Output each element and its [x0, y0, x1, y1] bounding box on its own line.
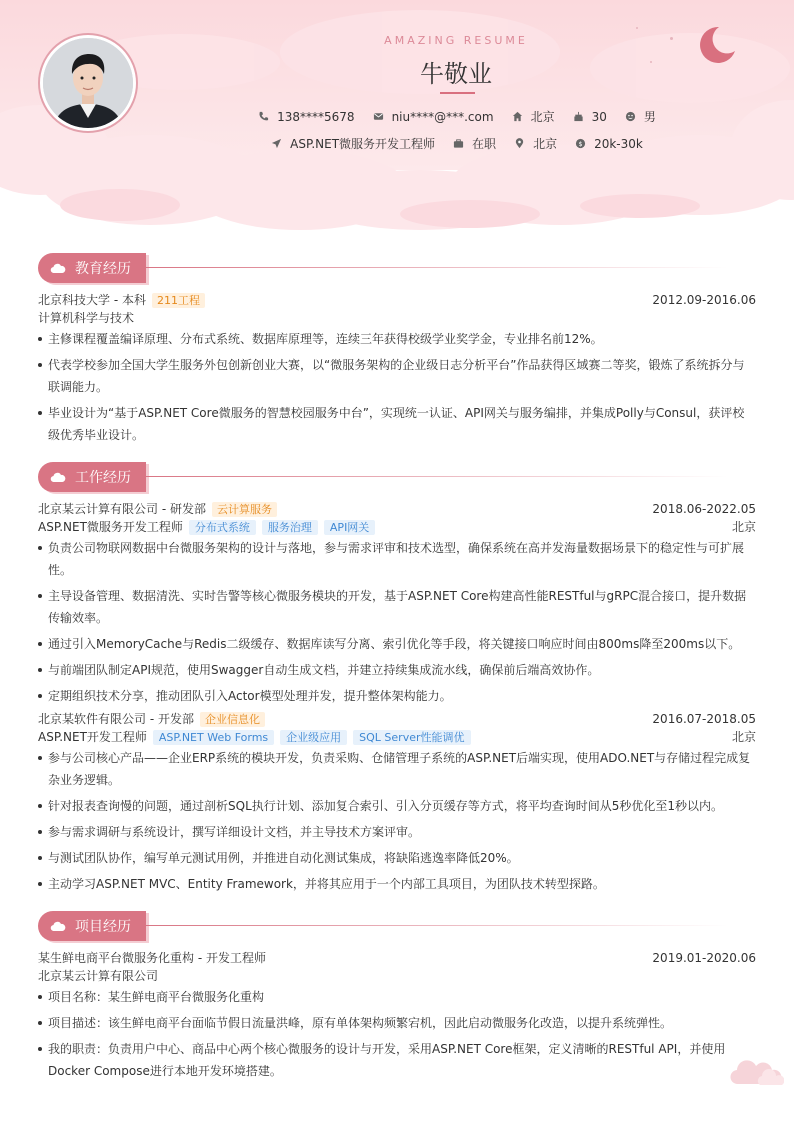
- skill-tag: 企业级应用: [280, 730, 347, 745]
- skill-tag: 服务治理: [262, 520, 318, 535]
- candidate-name: 牛敬业: [420, 60, 492, 88]
- section-divider: [146, 925, 728, 926]
- gender-text: 男: [643, 110, 656, 124]
- projects-tab: [38, 911, 146, 941]
- star-icon: [636, 27, 638, 29]
- salary-text: 20k-30k: [594, 136, 643, 151]
- project-company: 北京某云计算有限公司: [38, 969, 159, 983]
- section-divider: [146, 267, 728, 268]
- home-city-text: 北京: [530, 110, 555, 124]
- cloud-icon: [50, 263, 66, 273]
- project-name-role: 某生鲜电商平台微服务化重构 - 开发工程师: [38, 951, 266, 965]
- job-role: ASP.NET开发工程师: [38, 730, 147, 744]
- industry-tag: 云计算服务: [212, 502, 277, 517]
- home-city-item: [512, 108, 555, 125]
- phone-icon: [258, 111, 269, 122]
- contact-info-row: [0, 108, 794, 125]
- gender-item: [625, 108, 656, 125]
- list-item: 定期组织技术分享，推动团队引入Actor模型处理并发，提升整体架构能力。: [38, 685, 756, 707]
- list-item: 与前端团队制定API规范，使用Swagger自动生成文档，并建立持续集成流水线，确保前后端高效协作。: [38, 659, 756, 681]
- education-section-header: [38, 253, 728, 283]
- project-period: 2019.01-2020.06: [652, 951, 756, 965]
- job-period: 2016.07-2018.05: [652, 712, 756, 726]
- job-city: 北京: [731, 520, 756, 534]
- work-section-header: [38, 462, 728, 492]
- cloud-icon: [50, 921, 66, 931]
- home-icon: [512, 111, 523, 122]
- briefcase-icon: [453, 138, 464, 149]
- projects-title: 项目经历: [75, 919, 131, 935]
- list-item: 主动学习ASP.NET MVC、Entity Framework，并将其应用于一个内部工具项目，为团队技术转型探路。: [38, 873, 756, 895]
- target-city-item: [514, 135, 557, 152]
- skill-tag: 分布式系统: [189, 520, 256, 535]
- work-entry-2: [38, 710, 756, 899]
- work-entry-1: [38, 500, 756, 711]
- list-item: 代表学校参加全国大学生服务外包创新创业大赛，以“微服务架构的企业级日志分析平台”作品获得区域赛二等奖，锻炼了系统拆分与联调能力。: [38, 354, 756, 398]
- job-intent-row: [0, 135, 794, 152]
- list-item: 参与公司核心产品——企业ERP系统的模块开发，负责采购、仓储管理子系统的ASP.NET后端实现，使用ADO.NET与存储过程完成复杂业务逻辑。: [38, 747, 756, 791]
- project-entry: [38, 949, 756, 1086]
- industry-tag: 企业信息化: [200, 712, 265, 727]
- work-tab: [38, 462, 146, 492]
- list-item: 通过引入MemoryCache与Redis二级缓存、数据库读写分离、索引优化等手段，将关键接口响应时间由800ms降至200ms以下。: [38, 633, 756, 655]
- phone-text: 138****5678: [277, 109, 355, 124]
- resume-tagline: AMAZING RESUME: [384, 34, 528, 47]
- target-position-text: ASP.NET微服务开发工程师: [290, 137, 436, 151]
- email-text: niu****@***.com: [391, 109, 494, 124]
- education-tab: [38, 253, 146, 283]
- school-name: 北京科技大学 - 本科: [38, 293, 146, 307]
- target-city-text: 北京: [533, 137, 558, 151]
- list-item: 主导设备管理、数据清洗、实时告警等核心微服务模块的开发，基于ASP.NET Core构建高性能RESTful与gRPC混合接口，提升数据传输效率。: [38, 585, 756, 629]
- list-item: 负责公司物联网数据中台微服务架构的设计与落地，参与需求评审和技术选型，确保系统在高并发海量数据场景下的稳定性与可扩展性。: [38, 537, 756, 581]
- education-period: 2012.09-2016.06: [652, 293, 756, 307]
- list-item: 项目描述：该生鲜电商平台面临节假日流量洪峰，原有单体架构频繁宕机，因此启动微服务化改造，以提升系统弹性。: [38, 1012, 756, 1034]
- phone-item: [258, 110, 354, 124]
- skill-tag: ASP.NET Web Forms: [153, 730, 274, 745]
- location-pin-icon: [514, 138, 525, 149]
- list-item: 毕业设计为“基于ASP.NET Core微服务的智慧校园服务中台”，实现统一认证、API网关与服务编排，并集成Polly与Consul，获评校级优秀毕业设计。: [38, 402, 756, 446]
- job-period: 2018.06-2022.05: [652, 502, 756, 516]
- list-item: 与测试团队协作，编写单元测试用例，并推进自动化测试集成，将缺陷逃逸率降低20%。: [38, 847, 756, 869]
- salary-item: [575, 137, 643, 151]
- email-item: [373, 110, 494, 124]
- job-status-item: [453, 135, 496, 152]
- mail-icon: [373, 111, 384, 122]
- company-name: 北京某云计算有限公司 - 研发部: [38, 502, 206, 516]
- age-item: [573, 110, 607, 124]
- decorative-cloud-icon: [730, 1058, 784, 1086]
- job-role: ASP.NET微服务开发工程师: [38, 520, 183, 534]
- cloud-icon: [50, 472, 66, 482]
- major: 计算机科学与技术: [38, 311, 135, 325]
- skill-tag: SQL Server性能调优: [353, 730, 470, 745]
- list-item: 主修课程覆盖编译原理、分布式系统、数据库原理等，连续三年获得校级学业奖学金，专业排名前12%。: [38, 328, 756, 350]
- list-item: 我的职责：负责用户中心、商品中心两个核心微服务的设计与开发，采用ASP.NET Core框架，定义清晰的RESTful API，并使用Docker Compose进行本地开发环境搭建。: [38, 1038, 756, 1082]
- face-icon: [625, 111, 636, 122]
- work-title: 工作经历: [75, 470, 131, 486]
- age-text: 30: [591, 109, 607, 124]
- section-divider: [146, 476, 728, 477]
- list-item: 针对报表查询慢的问题，通过剖析SQL执行计划、添加复合索引、引入分页缓存等方式，将平均查询时间从5秒优化至1秒以内。: [38, 795, 756, 817]
- cake-icon: [573, 111, 584, 122]
- education-entry: [38, 291, 756, 450]
- education-title: 教育经历: [75, 261, 131, 277]
- skill-tag: API网关: [324, 520, 375, 535]
- target-position-item: [271, 135, 435, 152]
- svg-text:$: $: [578, 139, 583, 148]
- name-underline: [440, 92, 475, 94]
- list-item: 参与需求调研与系统设计，撰写详细设计文档，并主导技术方案评审。: [38, 821, 756, 843]
- company-name: 北京某软件有限公司 - 开发部: [38, 712, 194, 726]
- list-item: 项目名称：某生鲜电商平台微服务化重构: [38, 986, 756, 1008]
- job-city: 北京: [731, 730, 756, 744]
- school-tag: 211工程: [152, 293, 205, 308]
- projects-section-header: [38, 911, 728, 941]
- money-icon: [575, 138, 586, 149]
- send-icon: [271, 138, 282, 149]
- job-status-text: 在职: [472, 137, 497, 151]
